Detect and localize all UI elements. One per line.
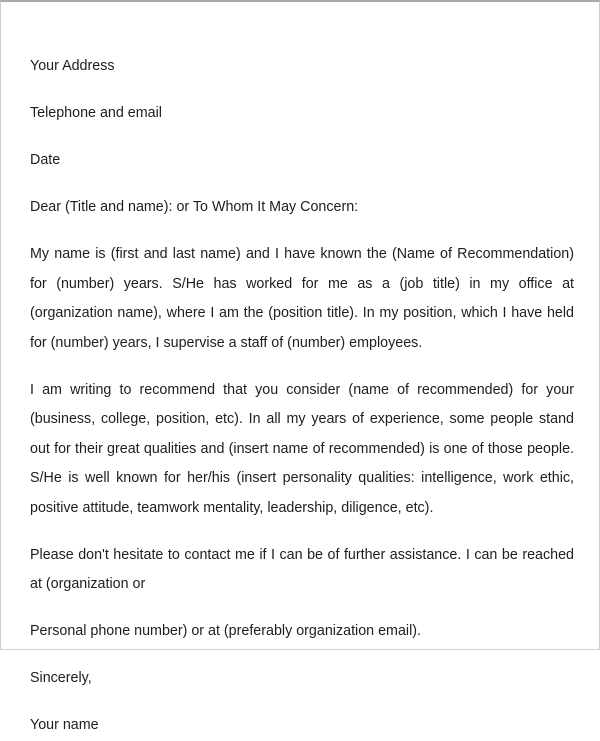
signature-name: Your name — [30, 717, 99, 733]
date: Date — [30, 152, 61, 168]
paragraph-contact: Please don't hesitate to contact me if I can be of further assistance. I can be reached at (organization or — [30, 546, 578, 592]
paragraph-contact-details: Personal phone number) or at (preferably organization email). — [30, 623, 421, 639]
your-address: Your Address — [30, 58, 115, 74]
telephone-and-email: Telephone and email — [30, 105, 162, 121]
letter-body — [30, 52, 578, 741]
paragraph-introduction: My name is (first and last name) and I have known the (Name of Recommendation) for (number) years. S/He has worked for me as a (job title) in my office at (organization name), where I am the (position title). In my position, which I have held for (number) years, I supervise a staff of (number) employees. — [30, 246, 578, 351]
closing: Sincerely, — [30, 670, 92, 686]
salutation: Dear (Title and name): or To Whom It May Concern: — [30, 199, 359, 215]
paragraph-recommendation: I am writing to recommend that you consider (name of recommended) for your (business, college, position, etc). In all my years of experience, some people stand out for their great qualities and (insert name of recommended) is one of those people. S/He is well known for her/his (insert personality qualities: intelligence, work ethic, positive attitude, teamwork mentality, leadership, diligence, etc). — [30, 381, 578, 516]
